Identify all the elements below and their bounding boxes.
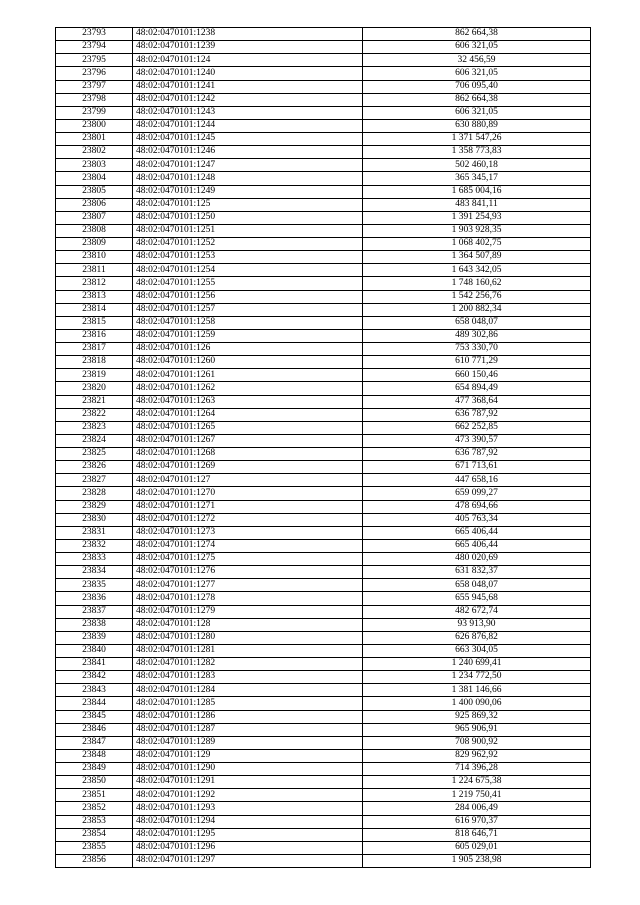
- table-row: [56, 461, 591, 474]
- cadastral-number-cell: 48:02:0470101:1272: [133, 513, 363, 526]
- row-number-cell: 23816: [56, 329, 133, 342]
- table-row: [56, 185, 591, 198]
- cadastral-number-cell: 48:02:0470101:1282: [133, 658, 363, 671]
- cadastral-value-cell: 1 364 507,89: [363, 251, 591, 264]
- table-row: [56, 592, 591, 605]
- row-number-cell: 23796: [56, 67, 133, 80]
- row-number-cell: 23823: [56, 421, 133, 434]
- table-row: [56, 553, 591, 566]
- cadastral-number-cell: 48:02:0470101:1294: [133, 815, 363, 828]
- row-number-cell: 23822: [56, 408, 133, 421]
- cadastral-number-cell: 48:02:0470101:1276: [133, 566, 363, 579]
- cadastral-value-cell: 660 150,46: [363, 369, 591, 382]
- row-number-cell: 23800: [56, 119, 133, 132]
- cadastral-number-cell: 48:02:0470101:1246: [133, 146, 363, 159]
- row-number-cell: 23843: [56, 684, 133, 697]
- row-number-cell: 23817: [56, 343, 133, 356]
- cadastral-number-cell: 48:02:0470101:1261: [133, 369, 363, 382]
- row-number-cell: 23810: [56, 251, 133, 264]
- cadastral-value-cell: 1 234 772,50: [363, 671, 591, 684]
- row-number-cell: 23855: [56, 841, 133, 854]
- cadastral-number-cell: 48:02:0470101:1285: [133, 697, 363, 710]
- table-row: [56, 776, 591, 789]
- row-number-cell: 23820: [56, 382, 133, 395]
- cadastral-value-cell: 630 880,89: [363, 119, 591, 132]
- cadastral-value-cell: 447 658,16: [363, 474, 591, 487]
- row-number-cell: 23839: [56, 631, 133, 644]
- table-row: [56, 28, 591, 41]
- cadastral-value-cell: 1 219 750,41: [363, 789, 591, 802]
- table-row: [56, 343, 591, 356]
- cadastral-number-cell: 48:02:0470101:1258: [133, 316, 363, 329]
- cadastral-number-cell: 48:02:0470101:1241: [133, 80, 363, 93]
- cadastral-number-cell: 48:02:0470101:1297: [133, 854, 363, 867]
- table-row: [56, 434, 591, 447]
- table-row: [56, 238, 591, 251]
- cadastral-value-cell: 610 771,29: [363, 356, 591, 369]
- row-number-cell: 23826: [56, 461, 133, 474]
- row-number-cell: 23831: [56, 526, 133, 539]
- cadastral-value-cell: 1 200 882,34: [363, 303, 591, 316]
- table-row: [56, 723, 591, 736]
- row-number-cell: 23815: [56, 316, 133, 329]
- row-number-cell: 23799: [56, 106, 133, 119]
- table-row: [56, 224, 591, 237]
- cadastral-number-cell: 48:02:0470101:1245: [133, 133, 363, 146]
- cadastral-value-cell: 284 006,49: [363, 802, 591, 815]
- cadastral-number-cell: 48:02:0470101:1238: [133, 28, 363, 41]
- table-row: [56, 697, 591, 710]
- cadastral-number-cell: 48:02:0470101:1249: [133, 185, 363, 198]
- cadastral-number-cell: 48:02:0470101:1295: [133, 828, 363, 841]
- table-row: [56, 658, 591, 671]
- cadastral-value-cell: 93 913,90: [363, 618, 591, 631]
- row-number-cell: 23795: [56, 54, 133, 67]
- cadastral-value-cell: 818 646,71: [363, 828, 591, 841]
- row-number-cell: 23847: [56, 736, 133, 749]
- cadastral-value-cell: 606 321,05: [363, 41, 591, 54]
- table-row: [56, 421, 591, 434]
- cadastral-value-cell: 616 970,37: [363, 815, 591, 828]
- row-number-cell: 23813: [56, 290, 133, 303]
- table-row: [56, 133, 591, 146]
- table-row: [56, 251, 591, 264]
- table-row: [56, 159, 591, 172]
- table-row: [56, 448, 591, 461]
- cadastral-number-cell: 48:02:0470101:1271: [133, 500, 363, 513]
- row-number-cell: 23835: [56, 579, 133, 592]
- table-row: [56, 290, 591, 303]
- cadastral-value-cell: 753 330,70: [363, 343, 591, 356]
- row-number-cell: 23812: [56, 277, 133, 290]
- table-row: [56, 198, 591, 211]
- cadastral-number-cell: 48:02:0470101:1284: [133, 684, 363, 697]
- table-row: [56, 789, 591, 802]
- table-row: [56, 106, 591, 119]
- cadastral-number-cell: 48:02:0470101:1256: [133, 290, 363, 303]
- cadastral-number-cell: 48:02:0470101:1293: [133, 802, 363, 815]
- cadastral-number-cell: 48:02:0470101:1240: [133, 67, 363, 80]
- row-number-cell: 23811: [56, 264, 133, 277]
- row-number-cell: 23841: [56, 658, 133, 671]
- cadastral-value-cell: 478 694,66: [363, 500, 591, 513]
- cadastral-value-cell: 1 643 342,05: [363, 264, 591, 277]
- cadastral-value-cell: 658 048,07: [363, 316, 591, 329]
- cadastral-value-cell: 829 962,92: [363, 749, 591, 762]
- row-number-cell: 23818: [56, 356, 133, 369]
- cadastral-number-cell: 48:02:0470101:125: [133, 198, 363, 211]
- row-number-cell: 23850: [56, 776, 133, 789]
- cadastral-number-cell: 48:02:0470101:1265: [133, 421, 363, 434]
- cadastral-value-cell: 483 841,11: [363, 198, 591, 211]
- table-row: [56, 539, 591, 552]
- cadastral-value-cell: 1 240 699,41: [363, 658, 591, 671]
- row-number-cell: 23797: [56, 80, 133, 93]
- cadastral-number-cell: 48:02:0470101:129: [133, 749, 363, 762]
- row-number-cell: 23819: [56, 369, 133, 382]
- cadastral-number-cell: 48:02:0470101:1252: [133, 238, 363, 251]
- cadastral-number-cell: 48:02:0470101:1283: [133, 671, 363, 684]
- table-row: [56, 841, 591, 854]
- table-row: [56, 356, 591, 369]
- cadastral-value-cell: 1 905 238,98: [363, 854, 591, 867]
- cadastral-value-cell: 671 713,61: [363, 461, 591, 474]
- table-row: [56, 408, 591, 421]
- row-number-cell: 23829: [56, 500, 133, 513]
- row-number-cell: 23807: [56, 211, 133, 224]
- row-number-cell: 23828: [56, 487, 133, 500]
- table-row: [56, 526, 591, 539]
- cadastral-number-cell: 48:02:0470101:1289: [133, 736, 363, 749]
- row-number-cell: 23801: [56, 133, 133, 146]
- cadastral-value-cell: 1 068 402,75: [363, 238, 591, 251]
- cadastral-number-cell: 48:02:0470101:1264: [133, 408, 363, 421]
- row-number-cell: 23821: [56, 395, 133, 408]
- row-number-cell: 23809: [56, 238, 133, 251]
- row-number-cell: 23805: [56, 185, 133, 198]
- cadastral-value-cell: 925 869,32: [363, 710, 591, 723]
- cadastral-number-cell: 48:02:0470101:1281: [133, 644, 363, 657]
- table-row: [56, 93, 591, 106]
- row-number-cell: 23845: [56, 710, 133, 723]
- cadastral-number-cell: 48:02:0470101:1257: [133, 303, 363, 316]
- cadastral-number-cell: 48:02:0470101:1287: [133, 723, 363, 736]
- cadastral-number-cell: 48:02:0470101:128: [133, 618, 363, 631]
- table-row: [56, 802, 591, 815]
- cadastral-value-cell: 662 252,85: [363, 421, 591, 434]
- row-number-cell: 23833: [56, 553, 133, 566]
- row-number-cell: 23834: [56, 566, 133, 579]
- cadastral-number-cell: 48:02:0470101:1290: [133, 763, 363, 776]
- table-row: [56, 67, 591, 80]
- table-row: [56, 277, 591, 290]
- cadastral-number-cell: 48:02:0470101:1260: [133, 356, 363, 369]
- cadastral-value-cell: 606 321,05: [363, 67, 591, 80]
- row-number-cell: 23827: [56, 474, 133, 487]
- cadastral-number-cell: 48:02:0470101:1291: [133, 776, 363, 789]
- row-number-cell: 23856: [56, 854, 133, 867]
- cadastral-value-cell: 1 358 773,83: [363, 146, 591, 159]
- cadastral-number-cell: 48:02:0470101:1242: [133, 93, 363, 106]
- cadastral-value-cell: 605 029,01: [363, 841, 591, 854]
- cadastral-number-cell: 48:02:0470101:1273: [133, 526, 363, 539]
- row-number-cell: 23802: [56, 146, 133, 159]
- row-number-cell: 23840: [56, 644, 133, 657]
- row-number-cell: 23806: [56, 198, 133, 211]
- row-number-cell: 23837: [56, 605, 133, 618]
- row-number-cell: 23804: [56, 172, 133, 185]
- cadastral-value-cell: 606 321,05: [363, 106, 591, 119]
- cadastral-value-cell: 1 391 254,93: [363, 211, 591, 224]
- cadastral-number-cell: 48:02:0470101:1243: [133, 106, 363, 119]
- cadastral-number-cell: 48:02:0470101:1255: [133, 277, 363, 290]
- row-number-cell: 23794: [56, 41, 133, 54]
- table-row: [56, 316, 591, 329]
- row-number-cell: 23803: [56, 159, 133, 172]
- table-row: [56, 749, 591, 762]
- cadastral-value-cell: 1 381 146,66: [363, 684, 591, 697]
- table-row: [56, 500, 591, 513]
- row-number-cell: 23844: [56, 697, 133, 710]
- row-number-cell: 23830: [56, 513, 133, 526]
- cadastral-value-cell: 636 787,92: [363, 448, 591, 461]
- cadastral-value-cell: 658 048,07: [363, 579, 591, 592]
- cadastral-number-cell: 48:02:0470101:1277: [133, 579, 363, 592]
- cadastral-number-cell: 48:02:0470101:1239: [133, 41, 363, 54]
- cadastral-value-cell: 1 542 256,76: [363, 290, 591, 303]
- cadastral-value-cell: 654 894,49: [363, 382, 591, 395]
- cadastral-value-cell: 665 406,44: [363, 539, 591, 552]
- cadastral-value-cell: 1 748 160,62: [363, 277, 591, 290]
- cadastral-value-cell: 626 876,82: [363, 631, 591, 644]
- row-number-cell: 23851: [56, 789, 133, 802]
- table-row: [56, 382, 591, 395]
- row-number-cell: 23832: [56, 539, 133, 552]
- table-row: [56, 119, 591, 132]
- table-row: [56, 146, 591, 159]
- table-row: [56, 80, 591, 93]
- table-row: [56, 579, 591, 592]
- cadastral-value-cell: 365 345,17: [363, 172, 591, 185]
- table-row: [56, 303, 591, 316]
- cadastral-value-cell: 1 371 547,26: [363, 133, 591, 146]
- cadastral-value-cell: 631 832,37: [363, 566, 591, 579]
- cadastral-value-cell: 663 304,05: [363, 644, 591, 657]
- table-row: [56, 671, 591, 684]
- cadastral-value-table: [55, 27, 591, 868]
- cadastral-value-cell: 473 390,57: [363, 434, 591, 447]
- cadastral-number-cell: 48:02:0470101:1251: [133, 224, 363, 237]
- table-row: [56, 369, 591, 382]
- cadastral-value-cell: 655 945,68: [363, 592, 591, 605]
- table-row: [56, 828, 591, 841]
- cadastral-number-cell: 48:02:0470101:1270: [133, 487, 363, 500]
- table-row: [56, 815, 591, 828]
- table-row: [56, 487, 591, 500]
- table-row: [56, 644, 591, 657]
- row-number-cell: 23793: [56, 28, 133, 41]
- cadastral-number-cell: 48:02:0470101:1254: [133, 264, 363, 277]
- cadastral-number-cell: 48:02:0470101:1279: [133, 605, 363, 618]
- cadastral-number-cell: 48:02:0470101:1262: [133, 382, 363, 395]
- cadastral-value-cell: 965 906,91: [363, 723, 591, 736]
- cadastral-value-cell: 659 099,27: [363, 487, 591, 500]
- table-row: [56, 684, 591, 697]
- table-row: [56, 41, 591, 54]
- cadastral-number-cell: 48:02:0470101:1247: [133, 159, 363, 172]
- table-row: [56, 264, 591, 277]
- cadastral-number-cell: 48:02:0470101:1253: [133, 251, 363, 264]
- cadastral-number-cell: 48:02:0470101:1269: [133, 461, 363, 474]
- cadastral-value-cell: 862 664,38: [363, 28, 591, 41]
- table-row: [56, 513, 591, 526]
- cadastral-number-cell: 48:02:0470101:1274: [133, 539, 363, 552]
- cadastral-value-cell: 489 302,86: [363, 329, 591, 342]
- cadastral-value-cell: 1 224 675,38: [363, 776, 591, 789]
- cadastral-value-cell: 480 020,69: [363, 553, 591, 566]
- cadastral-number-cell: 48:02:0470101:1244: [133, 119, 363, 132]
- row-number-cell: 23848: [56, 749, 133, 762]
- row-number-cell: 23849: [56, 763, 133, 776]
- row-number-cell: 23842: [56, 671, 133, 684]
- table-row: [56, 631, 591, 644]
- cadastral-value-cell: 665 406,44: [363, 526, 591, 539]
- cadastral-value-cell: 405 763,34: [363, 513, 591, 526]
- cadastral-number-cell: 48:02:0470101:1268: [133, 448, 363, 461]
- table-row: [56, 763, 591, 776]
- table-row: [56, 736, 591, 749]
- cadastral-value-cell: 1 685 004,16: [363, 185, 591, 198]
- cadastral-number-cell: 48:02:0470101:124: [133, 54, 363, 67]
- cadastral-value-cell: 1 400 090,06: [363, 697, 591, 710]
- cadastral-number-cell: 48:02:0470101:1286: [133, 710, 363, 723]
- table-row: [56, 172, 591, 185]
- cadastral-value-cell: 482 672,74: [363, 605, 591, 618]
- cadastral-number-cell: 48:02:0470101:1280: [133, 631, 363, 644]
- row-number-cell: 23798: [56, 93, 133, 106]
- cadastral-value-cell: 862 664,38: [363, 93, 591, 106]
- table-row: [56, 710, 591, 723]
- cadastral-value-cell: 502 460,18: [363, 159, 591, 172]
- table-row: [56, 54, 591, 67]
- cadastral-number-cell: 48:02:0470101:1275: [133, 553, 363, 566]
- cadastral-number-cell: 48:02:0470101:1292: [133, 789, 363, 802]
- row-number-cell: 23836: [56, 592, 133, 605]
- cadastral-number-cell: 48:02:0470101:126: [133, 343, 363, 356]
- row-number-cell: 23854: [56, 828, 133, 841]
- cadastral-number-cell: 48:02:0470101:1278: [133, 592, 363, 605]
- cadastral-number-cell: 48:02:0470101:1259: [133, 329, 363, 342]
- cadastral-number-cell: 48:02:0470101:1263: [133, 395, 363, 408]
- row-number-cell: 23824: [56, 434, 133, 447]
- cadastral-number-cell: 48:02:0470101:1267: [133, 434, 363, 447]
- row-number-cell: 23808: [56, 224, 133, 237]
- table-body: [56, 28, 591, 868]
- row-number-cell: 23853: [56, 815, 133, 828]
- cadastral-value-cell: 1 903 928,35: [363, 224, 591, 237]
- row-number-cell: 23838: [56, 618, 133, 631]
- row-number-cell: 23814: [56, 303, 133, 316]
- table-row: [56, 854, 591, 867]
- cadastral-value-cell: 708 900,92: [363, 736, 591, 749]
- cadastral-value-cell: 32 456,59: [363, 54, 591, 67]
- cadastral-number-cell: 48:02:0470101:127: [133, 474, 363, 487]
- row-number-cell: 23825: [56, 448, 133, 461]
- table-row: [56, 605, 591, 618]
- table-row: [56, 329, 591, 342]
- row-number-cell: 23852: [56, 802, 133, 815]
- cadastral-number-cell: 48:02:0470101:1296: [133, 841, 363, 854]
- table-row: [56, 211, 591, 224]
- cadastral-value-cell: 706 095,40: [363, 80, 591, 93]
- cadastral-value-cell: 714 396,28: [363, 763, 591, 776]
- cadastral-number-cell: 48:02:0470101:1248: [133, 172, 363, 185]
- cadastral-number-cell: 48:02:0470101:1250: [133, 211, 363, 224]
- table-row: [56, 395, 591, 408]
- table-row: [56, 618, 591, 631]
- table-row: [56, 566, 591, 579]
- cadastral-value-cell: 477 368,64: [363, 395, 591, 408]
- row-number-cell: 23846: [56, 723, 133, 736]
- table-row: [56, 474, 591, 487]
- cadastral-value-cell: 636 787,92: [363, 408, 591, 421]
